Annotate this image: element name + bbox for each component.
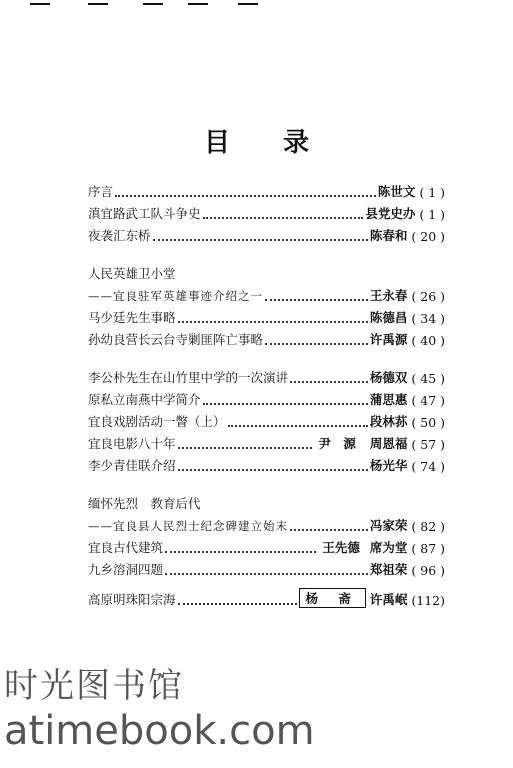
section-heading: 缅怀先烈 教育后代 <box>88 496 201 511</box>
entry-page: ( 34 ) <box>411 311 445 326</box>
leader-dots <box>265 298 368 301</box>
entry-title: 夜袭汇东桥 <box>88 228 151 243</box>
toc-entry[interactable] <box>88 452 445 474</box>
entry-author: 段林荪 <box>369 414 408 429</box>
entry-author: 周恩福 <box>369 436 408 451</box>
table-of-contents <box>88 178 445 608</box>
rule-fragment <box>143 3 163 5</box>
top-rule-fragments <box>0 0 513 10</box>
leader-dots <box>228 424 368 427</box>
leader-dots <box>178 446 313 449</box>
leader-dots <box>178 602 297 605</box>
toc-entry[interactable] <box>88 326 445 348</box>
entry-page: ( 26 ) <box>411 289 445 304</box>
rule-fragment <box>238 3 258 5</box>
section-heading: 人民英雄卫小堂 <box>88 266 176 281</box>
entry-page: ( 87 ) <box>411 541 445 556</box>
leader-dots <box>153 238 368 241</box>
toc-entry[interactable] <box>88 408 445 430</box>
entry-author: 王永春 <box>369 288 408 303</box>
entry-author: 陈德昌 <box>369 310 408 325</box>
leader-dots <box>290 380 368 383</box>
toc-entry[interactable] <box>88 586 445 608</box>
entry-author: 郑祖荣 <box>369 562 408 577</box>
toc-entry[interactable] <box>88 222 445 244</box>
rule-fragment <box>30 3 50 5</box>
toc-entry[interactable] <box>88 430 445 452</box>
entry-coauthor: 尹 源 <box>318 436 356 451</box>
leader-dots <box>290 528 368 531</box>
toc-entry[interactable] <box>88 556 445 578</box>
entry-page: ( 1 ) <box>419 185 445 200</box>
entry-title: 宜良戏剧活动一瞥（上） <box>88 414 226 429</box>
entry-page: ( 74 ) <box>411 459 445 474</box>
entry-title: 李公朴先生在山竹里中学的一次演讲 <box>88 370 289 385</box>
entry-author: 席为堂 <box>369 540 408 555</box>
leader-dots <box>265 342 368 345</box>
toc-entry[interactable] <box>88 304 445 326</box>
entry-author: 陈春和 <box>369 228 408 243</box>
entry-page: ( 50 ) <box>411 415 445 430</box>
entry-page: (112) <box>411 593 445 608</box>
watermark-url: atimebook.com <box>4 708 315 754</box>
leader-dots <box>115 194 376 197</box>
entry-title: 宜良古代建筑 <box>88 540 164 555</box>
entry-author: 杨德双 <box>369 370 408 385</box>
entry-author: 县党史办 <box>365 206 416 221</box>
toc-entry[interactable] <box>88 364 445 386</box>
entry-page: ( 20 ) <box>411 229 445 244</box>
leader-dots <box>178 468 368 471</box>
leader-dots <box>203 402 368 405</box>
entry-author: 许禹岷 <box>369 592 408 607</box>
entry-page: ( 57 ) <box>411 437 445 452</box>
rule-fragment <box>88 3 108 5</box>
entry-title: 滇宜路武工队斗争史 <box>88 206 201 221</box>
entry-author: 冯家荣 <box>369 518 408 533</box>
entry-author: 蒲思惠 <box>369 392 408 407</box>
toc-entry[interactable] <box>88 282 445 304</box>
entry-title: 李少青佳联介绍 <box>88 458 176 473</box>
name-stamp: 杨 斋 <box>299 588 366 608</box>
entry-title: 序言 <box>88 184 114 199</box>
toc-entry[interactable] <box>88 512 445 534</box>
toc-entry[interactable] <box>88 200 445 222</box>
page-title: 目 录 <box>203 128 332 158</box>
entry-page: ( 82 ) <box>411 519 445 534</box>
leader-dots <box>178 320 368 323</box>
toc-entry[interactable] <box>88 178 445 200</box>
entry-author: 杨光华 <box>369 458 408 473</box>
leader-dots <box>165 550 316 553</box>
entry-title: 宜良电影八十年 <box>88 436 176 451</box>
toc-entry[interactable] <box>88 534 445 556</box>
leader-dots <box>165 572 368 575</box>
entry-author: 陈世文 <box>377 184 416 199</box>
entry-page: ( 47 ) <box>411 393 445 408</box>
entry-title: 孙幼良营长云台寺剿匪阵亡事略 <box>88 332 264 347</box>
entry-title: ——宜良县人民烈士纪念碑建立始末 <box>88 519 288 533</box>
entry-title: ——宜良驻军英雄事迹介绍之一 <box>88 289 263 303</box>
entry-title: 马少廷先生事略 <box>88 310 176 325</box>
leader-dots <box>203 216 364 219</box>
entry-coauthor: 王先德 <box>322 540 360 555</box>
entry-page: ( 40 ) <box>411 333 445 348</box>
entry-page: ( 96 ) <box>411 563 445 578</box>
entry-title: 原私立南燕中学简介 <box>88 392 201 407</box>
watermark-chinese: 时光图书馆 <box>4 666 184 706</box>
entry-title: 九乡溶洞四题 <box>88 562 164 577</box>
entry-page: ( 45 ) <box>411 371 445 386</box>
entry-title: 高原明珠阳宗海 <box>88 592 176 607</box>
rule-fragment <box>188 3 208 5</box>
entry-page: ( 1 ) <box>419 207 445 222</box>
entry-author: 许禹源 <box>369 332 408 347</box>
toc-entry[interactable] <box>88 386 445 408</box>
